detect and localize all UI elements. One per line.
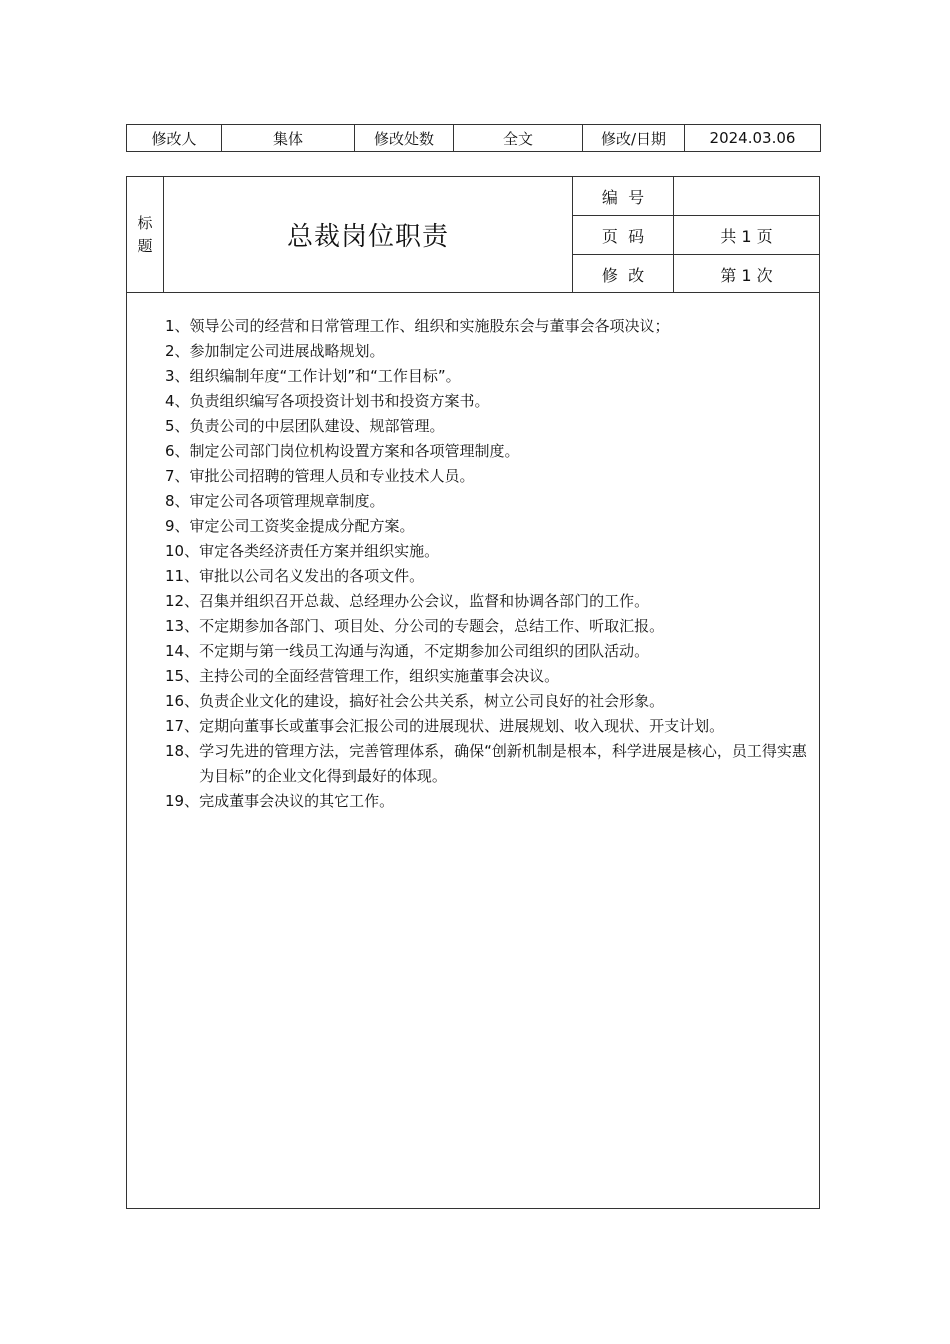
duty-number: 12、 (165, 592, 200, 610)
duty-number: 4、 (165, 392, 190, 410)
duty-text: 组织编制年度“工作计划”和“工作目标”。 (189, 367, 461, 385)
duty-item (165, 589, 810, 614)
duty-item (165, 314, 810, 339)
duty-item (165, 464, 810, 489)
duty-item (165, 489, 810, 514)
duty-text: 领导公司的经营和日常管理工作、组织和实施股东会与董事会各项决议； (189, 317, 670, 335)
revision-table (126, 124, 821, 152)
duty-item (165, 389, 810, 414)
duty-number: 18、 (165, 742, 200, 760)
duty-number: 14、 (165, 642, 200, 660)
duty-text: 参加制定公司进展战略规划。 (189, 342, 385, 360)
duty-item (165, 714, 810, 739)
duty-form (126, 176, 820, 1209)
number-label: 编 号 (573, 177, 674, 215)
duty-item (165, 514, 810, 539)
duty-item (165, 789, 810, 814)
form-header (127, 177, 819, 293)
document-title: 总裁岗位职责 (286, 222, 449, 252)
duty-text: 审定各类经济责任方案并组织实施。 (199, 542, 440, 560)
revision-date-value: 2024.03.06 (685, 125, 821, 152)
number-value (674, 177, 819, 215)
duty-item (165, 689, 810, 714)
page-label: 页 码 (573, 216, 674, 254)
duty-item (165, 664, 810, 689)
duty-text: 制定公司部门岗位机构设置方案和各项管理制度。 (189, 442, 520, 460)
duty-item (165, 739, 810, 789)
revision-location-value: 全文 (454, 125, 583, 152)
duty-number: 19、 (165, 792, 200, 810)
duty-number: 7、 (165, 467, 190, 485)
duty-number: 5、 (165, 417, 190, 435)
duty-text: 负责公司的中层团队建设、规部管理。 (189, 417, 445, 435)
revision-location-label: 修改处数 (355, 125, 454, 152)
duty-list (165, 314, 810, 814)
modifier-label: 修改人 (127, 125, 222, 152)
duty-text: 定期向董事长或董事会汇报公司的进展现状、进展规划、收入现状、开支计划。 (199, 717, 725, 735)
revision-date-label: 修改/日期 (583, 125, 685, 152)
duty-text: 审定公司工资奖金提成分配方案。 (189, 517, 415, 535)
duty-text: 审定公司各项管理规章制度。 (189, 492, 385, 510)
duty-number: 16、 (165, 692, 200, 710)
duty-item (165, 339, 810, 364)
duty-text: 审批公司招聘的管理人员和专业技术人员。 (189, 467, 475, 485)
meta-row-revision (573, 255, 819, 293)
duty-number: 6、 (165, 442, 190, 460)
modifier-value: 集体 (222, 125, 355, 152)
duty-text: 负责组织编写各项投资计划书和投资方案书。 (189, 392, 490, 410)
duty-text: 学习先进的管理方法，完善管理体系，确保“创新机制是根本，科学进展是核心，员工得实惠为目标”的企业文化得到最好的体现。 (199, 742, 807, 785)
duty-text: 完成董事会决议的其它工作。 (199, 792, 395, 810)
duty-number: 13、 (165, 617, 200, 635)
duty-item (165, 414, 810, 439)
title-cell (164, 177, 573, 292)
meta-row-page (573, 216, 819, 255)
duty-text: 不定期与第一线员工沟通与沟通，不定期参加公司组织的团队活动。 (199, 642, 650, 660)
duty-text: 主持公司的全面经营管理工作，组织实施董事会决议。 (199, 667, 560, 685)
duty-number: 10、 (165, 542, 200, 560)
duty-item (165, 439, 810, 464)
revision-count-label: 修 改 (573, 255, 674, 293)
duty-item (165, 564, 810, 589)
meta-grid (573, 177, 819, 292)
duty-item (165, 539, 810, 564)
revision-count-value: 第 1 次 (720, 265, 773, 285)
duty-number: 1、 (165, 317, 190, 335)
duty-item (165, 639, 810, 664)
title-label: 标题 (137, 213, 153, 255)
duty-number: 8、 (165, 492, 190, 510)
duty-number: 2、 (165, 342, 190, 360)
duty-text: 审批以公司名义发出的各项文件。 (199, 567, 425, 585)
duty-text: 召集并组织召开总裁、总经理办公会议，监督和协调各部门的工作。 (199, 592, 650, 610)
duty-item (165, 614, 810, 639)
title-label-cell (127, 177, 164, 292)
duty-text: 不定期参加各部门、项目处、分公司的专题会，总结工作、听取汇报。 (199, 617, 665, 635)
duty-number: 11、 (165, 567, 200, 585)
page-value: 共 1 页 (720, 226, 773, 246)
duty-number: 15、 (165, 667, 200, 685)
duty-item (165, 364, 810, 389)
duty-number: 17、 (165, 717, 200, 735)
duty-number: 3、 (165, 367, 190, 385)
meta-row-number (573, 177, 819, 216)
duty-number: 9、 (165, 517, 190, 535)
revision-row (127, 125, 821, 152)
duty-text: 负责企业文化的建设，搞好社会公共关系，树立公司良好的社会形象。 (199, 692, 665, 710)
